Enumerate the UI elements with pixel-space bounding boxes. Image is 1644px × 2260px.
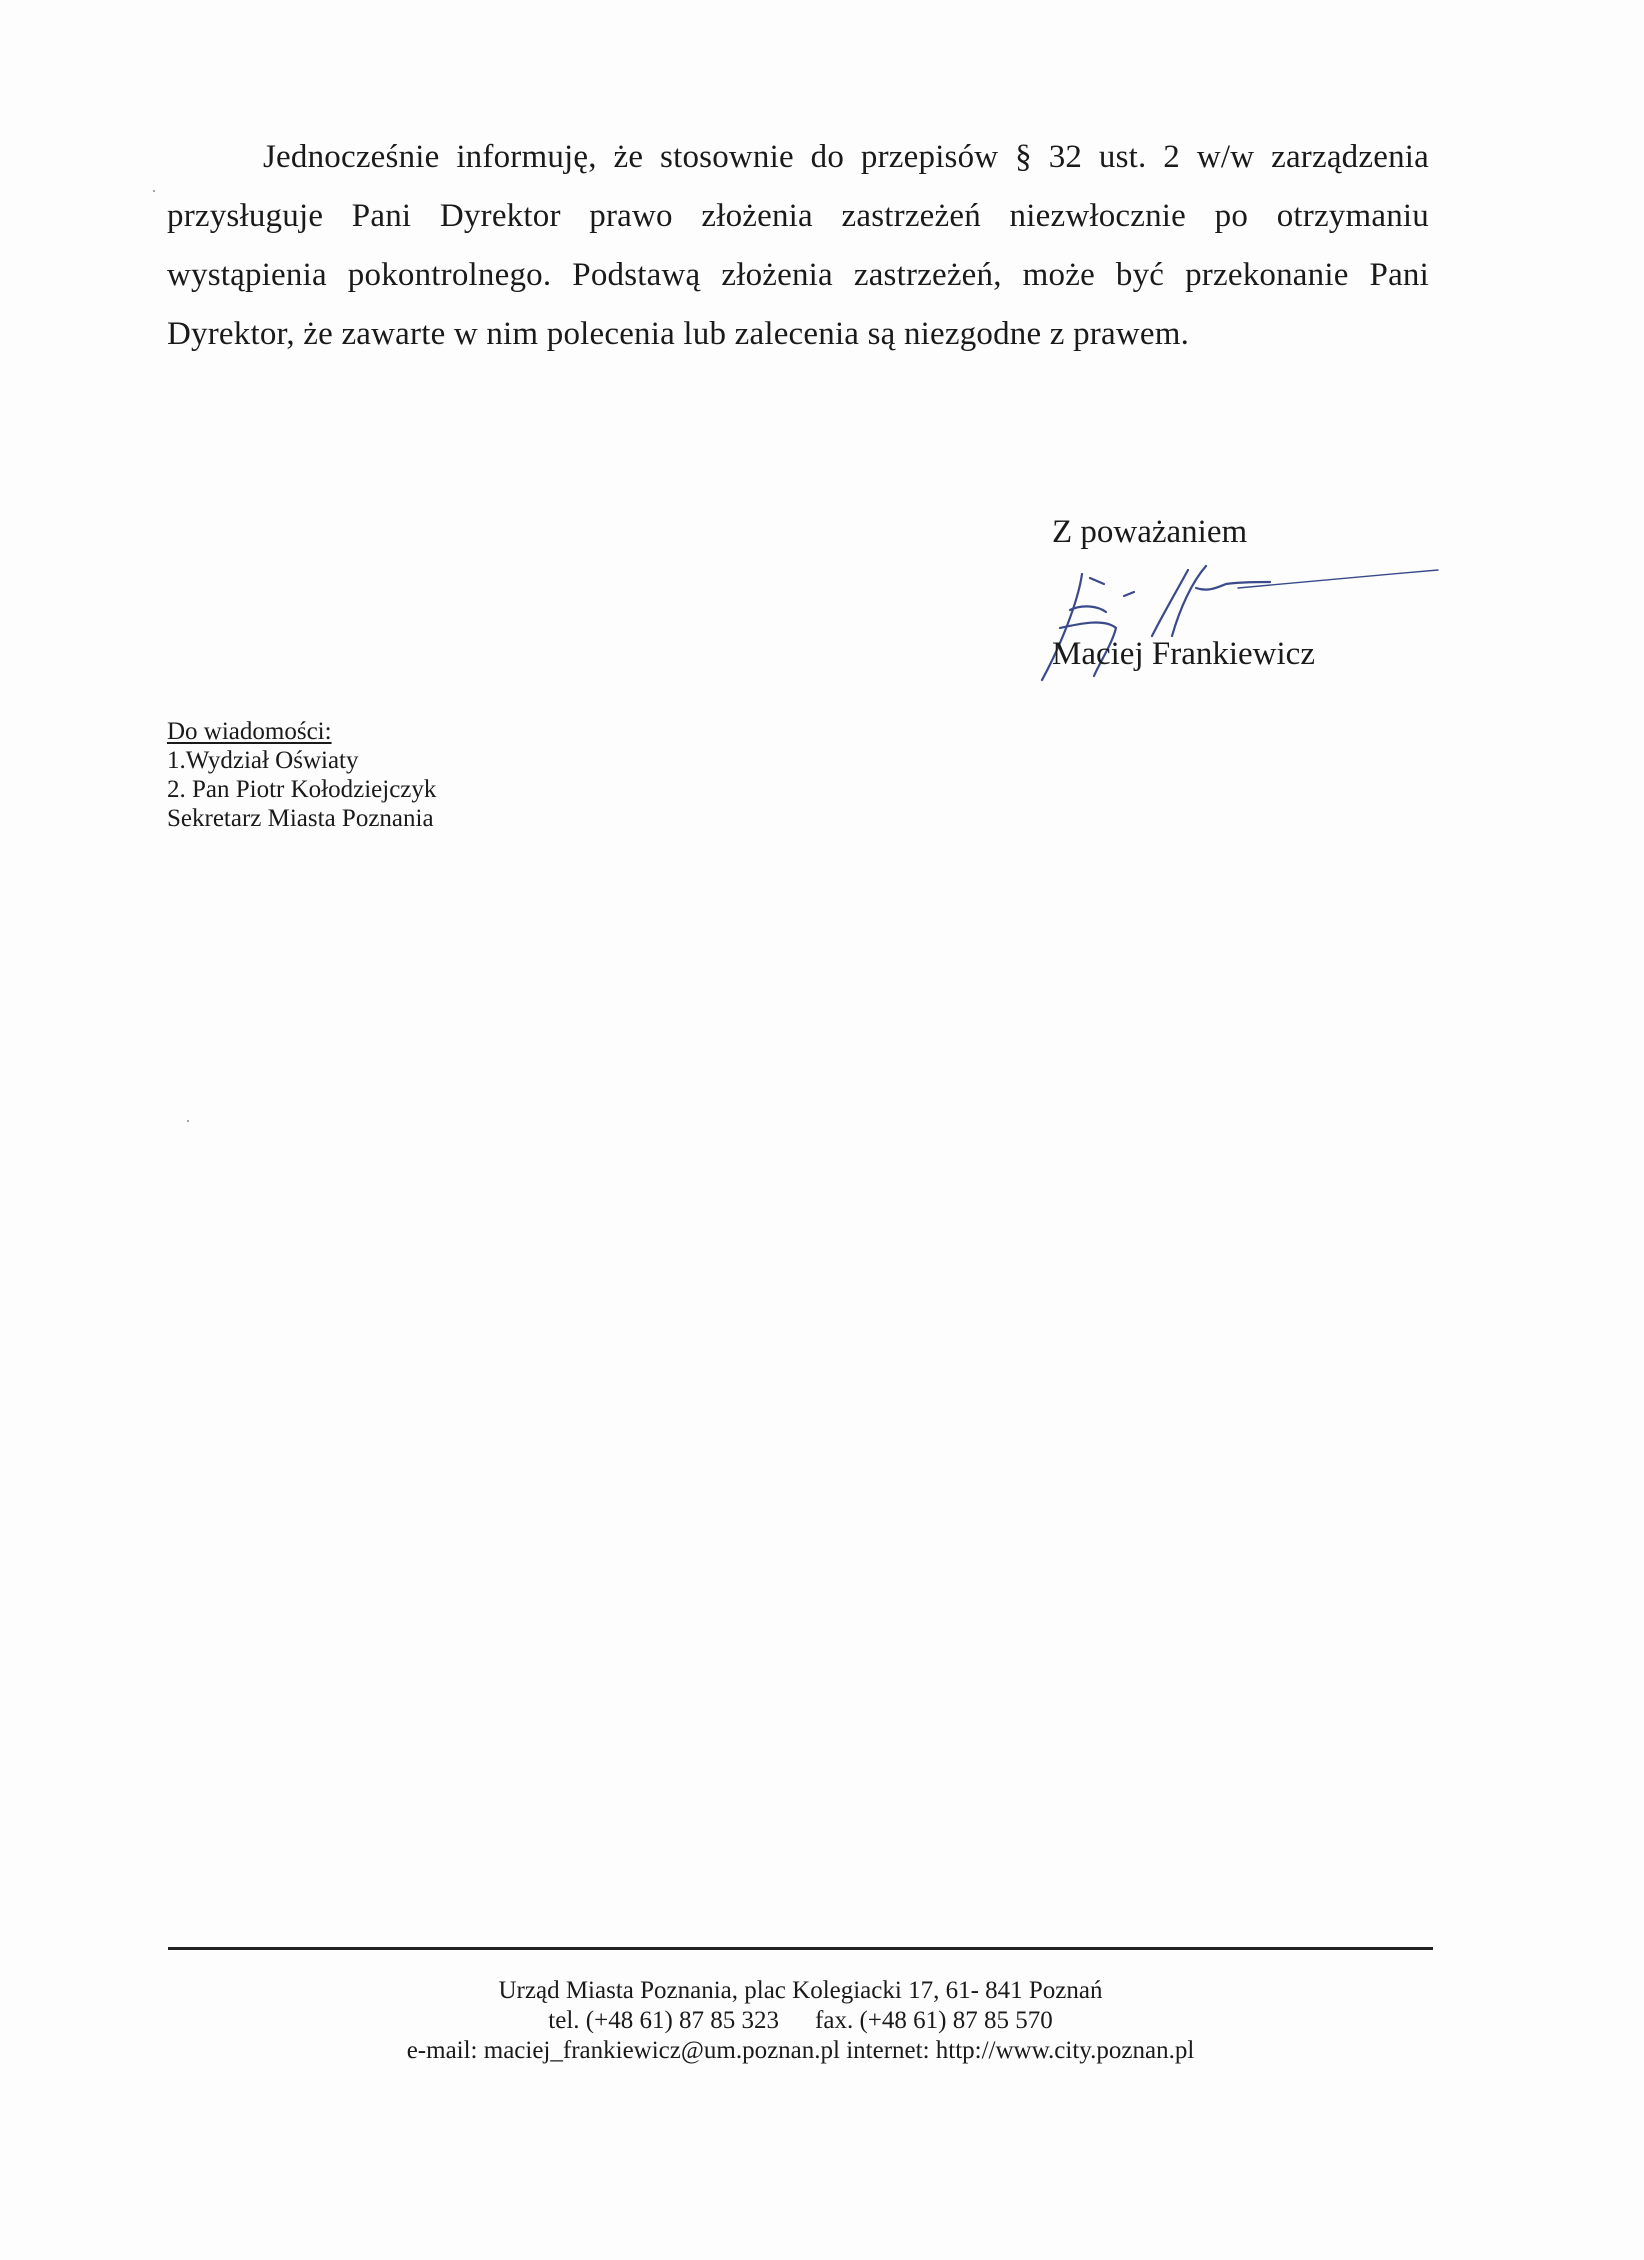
cc-item: 1.Wydział Oświaty (167, 747, 359, 774)
footer-address: Urząd Miasta Poznania, plac Kolegiacki 17, 61- 841 Poznań (498, 1977, 1103, 2004)
cc-item: 2. Pan Piotr Kołodziejczyk (167, 776, 437, 803)
footer-divider (168, 1947, 1433, 1950)
cc-heading: Do wiadomości: (167, 718, 332, 745)
body-paragraph: Jednocześnie informuję, że stosownie do przepisów § 32 ust. 2 w/w zarządzenia przysługuje Pani Dyrektor prawo złożenia zastrzeżeń niezwłocznie po otrzymaniu wystąpienia pokontrolnego. Podstawą złożenia zastrzeżeń, może być przekonanie Pani Dyrektor, że zawarte w nim polecenia lub zalecenia są niezgodne z prawem. (167, 139, 1429, 352)
footer-phone: tel. (+48 61) 87 85 323 (548, 2007, 780, 2034)
footer-contact-line (168, 2006, 1433, 2036)
closing-salutation: Z poważaniem (1052, 514, 1248, 550)
footer-fax: fax. (+48 61) 87 85 570 (815, 2007, 1053, 2034)
cc-block (167, 717, 436, 833)
letterhead-footer (168, 1976, 1433, 2066)
signer-name: Maciej Frankiewicz (1052, 636, 1315, 672)
scan-speck (187, 1120, 189, 1122)
scan-speck (153, 190, 155, 192)
footer-email-line: e-mail: maciej_frankiewicz@um.poznan.pl internet: http://www.city.poznan.pl (406, 2037, 1195, 2064)
cc-item: Sekretarz Miasta Poznania (167, 805, 434, 832)
